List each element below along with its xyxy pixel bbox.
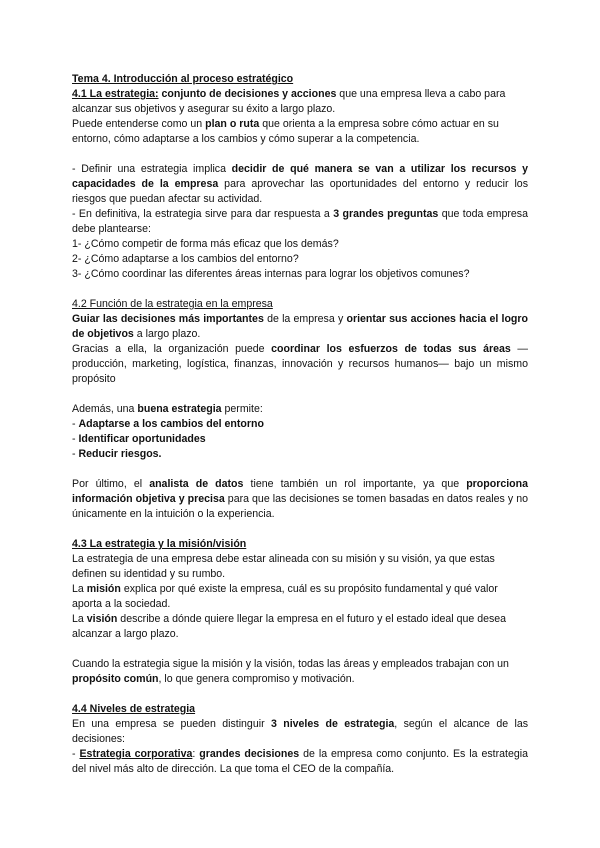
section-4-2-paragraph-1: Guiar las decisiones más importantes de la empresa y orientar sus acciones hacia el logro de objetivos a largo plazo. bbox=[72, 313, 529, 340]
section-4-1-bullet-questions: - En definitiva, la estrategia sirve para dar respuesta a 3 grandes preguntas que toda empresa debe plantearse: bbox=[72, 208, 528, 235]
list-item: - Adaptarse a los cambios del entorno bbox=[72, 418, 264, 430]
section-4-4-paragraph-2: - Estrategia corporativa: grandes decisiones de la empresa como conjunto. Es la estrategia del nivel más alto de dirección. La que toma el CEO de la compañía. bbox=[72, 748, 528, 775]
section-4-1-heading: 4.1 La estrategia: bbox=[72, 88, 159, 100]
section-4-2-paragraph-3: Además, una buena estrategia permite: bbox=[72, 403, 263, 415]
section-4-4-paragraph-1: En una empresa se pueden distinguir 3 niveles de estrategia, según el alcance de las decisiones: bbox=[72, 718, 529, 745]
section-4-2-paragraph-4: Por último, el analista de datos tiene también un rol importante, ya que proporciona información objetiva y precisa para que las decisiones se tomen basadas en datos reales y no únicamente en la intuición o la experiencia. bbox=[72, 478, 528, 520]
section-4-3-paragraph-1: La estrategia de una empresa debe estar alineada con su misión y su visión, ya que estas definen su identidad y su rumbo. bbox=[72, 553, 495, 580]
question-1: 1- ¿Cómo competir de forma más eficaz que los demás? bbox=[72, 238, 339, 250]
section-4-1-definition: 4.1 La estrategia: conjunto de decisiones y acciones que una empresa lleva a cabo para alcanzar sus objetivos y asegurar su éxito a largo plazo. bbox=[72, 88, 506, 115]
section-4-3-paragraph-4: Cuando la estrategia sigue la misión y la visión, todas las áreas y empleados trabajan con un propósito común, lo que genera compromiso y motivación. bbox=[72, 658, 509, 685]
section-4-1-bullet-define: - Definir una estrategia implica decidir de qué manera se van a utilizar los recursos y capacidades de la empresa para aprovechar las oportunidades del entorno y reducir los riesgos que puedan afectar su actividad. bbox=[72, 163, 528, 205]
section-4-4-heading: 4.4 Niveles de estrategia bbox=[72, 703, 196, 715]
list-item: - Reducir riesgos. bbox=[72, 448, 162, 460]
list-item: - Identificar oportunidades bbox=[72, 433, 206, 445]
section-4-1-paragraph: Puede entenderse como un plan o ruta que orienta a la empresa sobre cómo actuar en su entorno, cómo adaptarse a los cambios y cómo superar a la competencia. bbox=[72, 118, 499, 145]
section-4-3-heading: 4.3 La estrategia y la misión/visión bbox=[72, 538, 247, 550]
document-title: Tema 4. Introducción al proceso estratégico bbox=[72, 73, 294, 85]
section-4-3-paragraph-3: La visión describe a dónde quiere llegar la empresa en el futuro y el estado ideal que desea alcanzar a largo plazo. bbox=[72, 613, 507, 640]
question-2: 2- ¿Cómo adaptarse a los cambios del entorno? bbox=[72, 253, 299, 265]
section-4-2-heading: 4.2 Función de la estrategia en la empresa bbox=[72, 298, 273, 310]
question-3: 3- ¿Cómo coordinar las diferentes áreas internas para lograr los objetivos comunes? bbox=[72, 268, 470, 280]
section-4-3-paragraph-2: La misión explica por qué existe la empresa, cuál es su propósito fundamental y qué valor aporta a la sociedad. bbox=[72, 583, 498, 610]
document-page bbox=[72, 72, 528, 777]
section-4-2-paragraph-2: Gracias a ella, la organización puede coordinar los esfuerzos de todas sus áreas —producción, marketing, logística, finanzas, innovación y recursos humanos— bajo un mismo propósito bbox=[72, 343, 529, 385]
